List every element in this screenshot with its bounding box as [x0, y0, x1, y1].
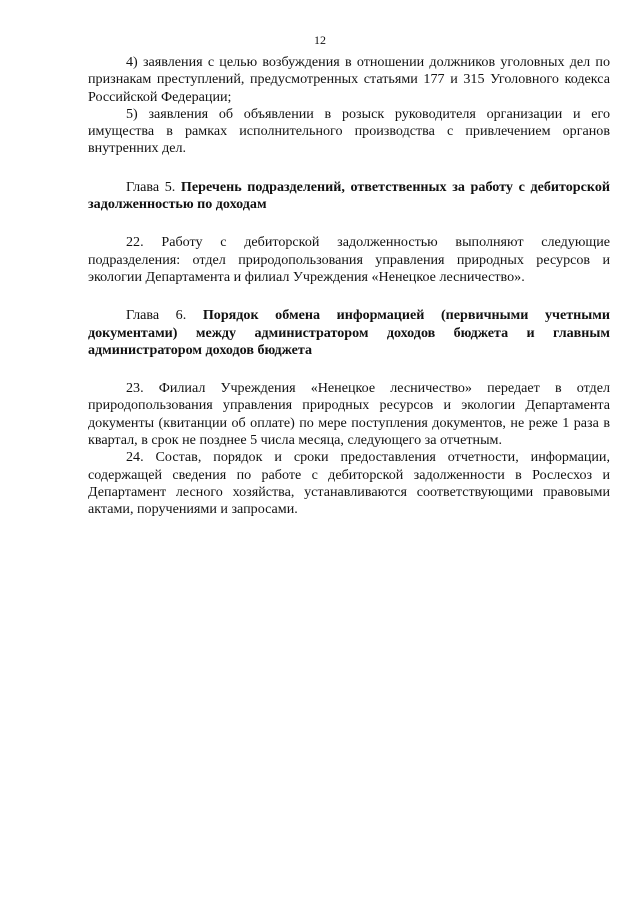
paragraph-23: 23. Филиал Учреждения «Ненецкое лесничество» передает в отдел природопользования управления природных ресурсов и экологии Департамента документы (квитанции об оплате) по мере поступления документов, не реже 1 раза в квартал, в срок не позднее 5 числа месяца, следующего за отчетным.: [88, 380, 610, 449]
list-item-5: 5) заявления об объявлении в розыск руководителя организации и его имущества в рамках исполнительного производства с привлечением органов внутренних дел.: [88, 105, 610, 157]
chapter-6-number: Глава 6.: [126, 307, 187, 324]
chapter-6-heading: [88, 307, 610, 359]
chapter-5-number: Глава 5.: [126, 178, 176, 195]
spacer: [88, 158, 610, 179]
spacer: [88, 286, 610, 307]
page-number: 12: [314, 33, 326, 47]
paragraph-22: 22. Работу с дебиторской задолженностью выполняют следующие подразделения: отдел природопользования управления природных ресурсов и экологии Департамента и филиал Учреждения «Ненецкое лесничество».: [88, 234, 610, 285]
paragraph-24: 24. Состав, порядок и сроки предоставления отчетности, информации, содержащей сведения по работе с дебиторской задолженности в Рослесхоз и Департамент лесного хозяйства, устанавливаются соответствующими правовыми актами, поручениями и запросами.: [88, 449, 610, 518]
spacer: [88, 359, 610, 380]
document-body: [88, 54, 610, 519]
list-item-4: 4) заявления с целью возбуждения в отношении должников уголовных дел по признакам преступлений, предусмотренных статьями 177 и 315 Уголовного кодекса Российской Федерации;: [88, 54, 610, 105]
chapter-6-title: Порядок обмена информацией (первичными учетными документами) между администратором доходов бюджета и главным администратором доходов бюджета: [88, 307, 610, 358]
spacer: [88, 213, 610, 234]
chapter-5-heading: [88, 179, 610, 214]
chapter-5-title: Перечень подразделений, ответственных за работу с дебиторской задолженностью по доходам: [88, 178, 610, 213]
